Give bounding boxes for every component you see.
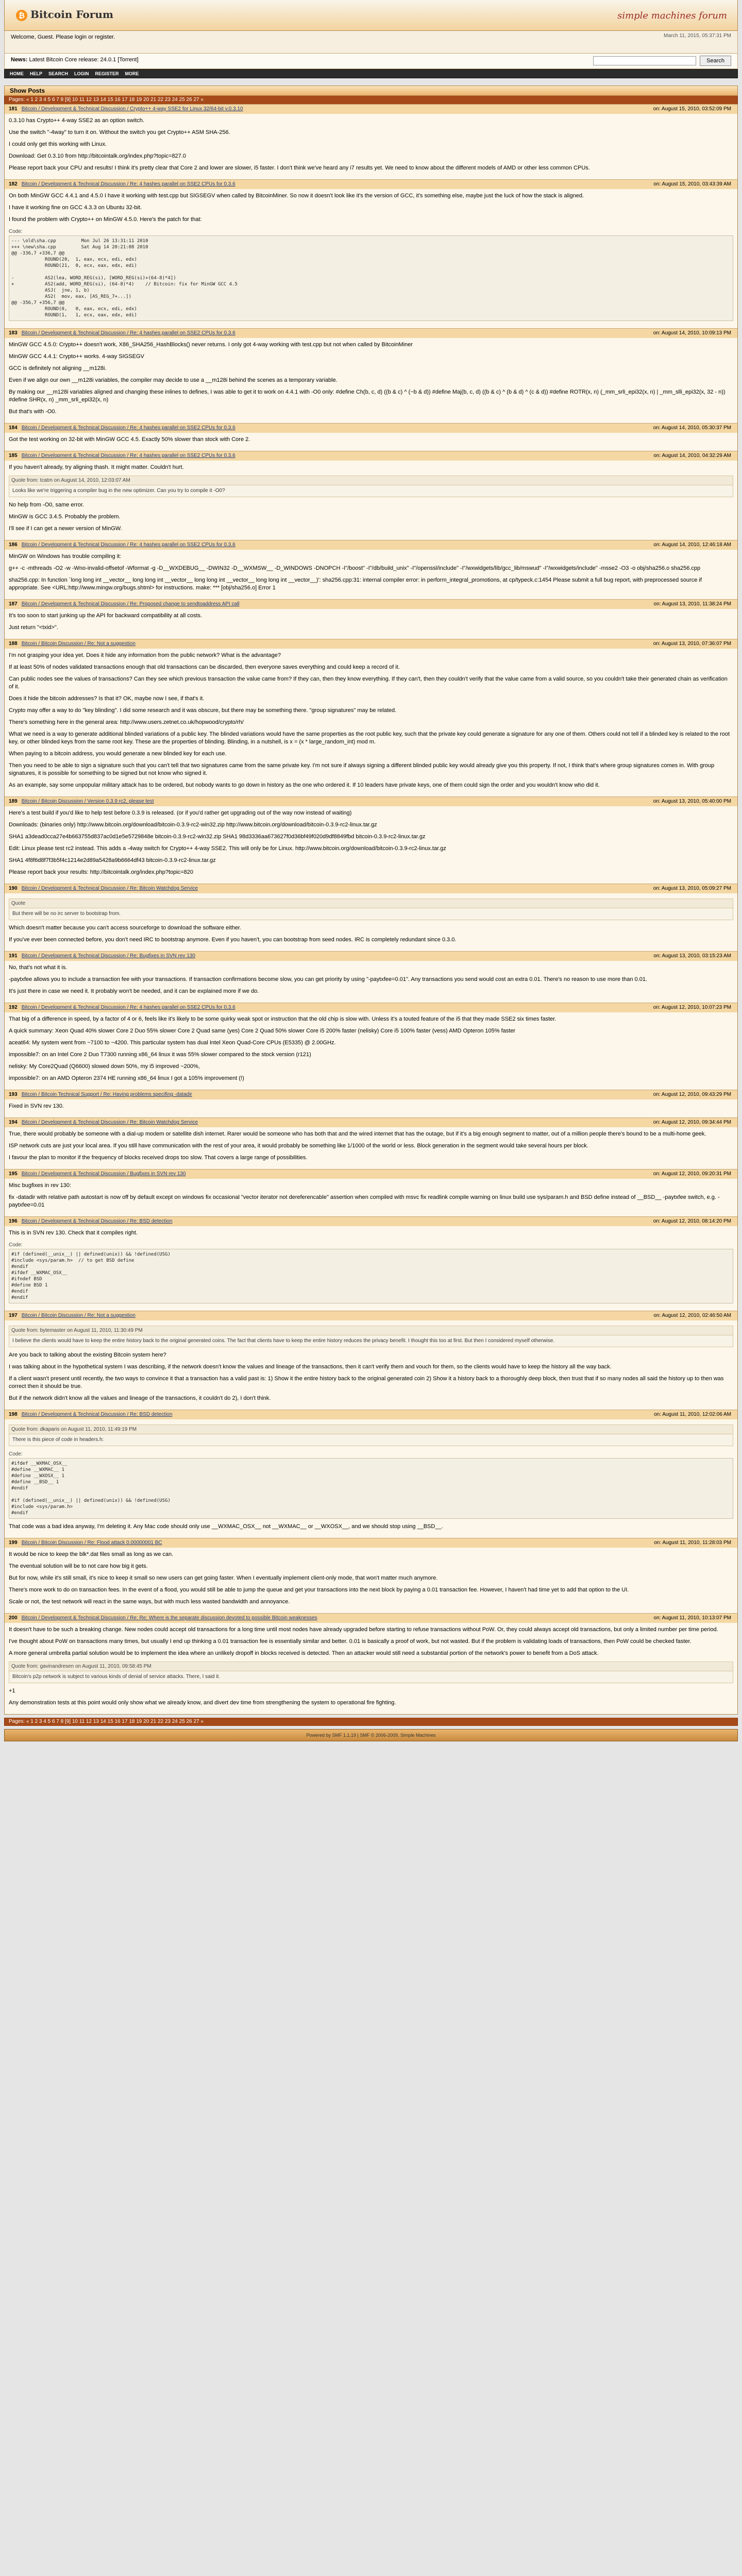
post-paragraph: Scale or not, the test network will react in the same ways, but with much less wasted bandwidth and annoyance.	[9, 1599, 290, 1605]
post-header	[5, 797, 737, 806]
post-header	[5, 329, 737, 338]
post-breadcrumb[interactable]: Bitcoin / Development & Technical Discussion / Re: 4 hashes parallel on SSE2 CPUs for 0.3.6	[21, 330, 235, 336]
bitcoin-logo-icon: ₿	[16, 10, 27, 21]
code-label: Code:	[9, 1242, 23, 1248]
post-date: on: August 11, 2010, 12:02:06 AM	[654, 1412, 731, 1417]
post-paragraph: ISP network cuts are just your local area. If you still have communication with the rest of your area, it would probably be something like 1/1000 of the world or less. Block generation in the segment would take several hours per block.	[9, 1143, 588, 1149]
post-body	[5, 1320, 737, 1410]
post	[5, 639, 737, 796]
post-header	[5, 423, 737, 433]
post-number: 181	[9, 106, 18, 112]
post-paragraph: Does it hide the bitcoin addresses? Is that it? OK, maybe now I see, if that's it.	[9, 696, 205, 702]
pagination[interactable]: Pages: « 1 2 3 4 5 6 7 8 [9] 10 11 12 13 14 15 16 17 18 19 20 21 22 23 24 25 26 27 »	[4, 96, 738, 104]
post-date: on: August 11, 2010, 11:28:03 PM	[654, 1540, 731, 1546]
post-header	[5, 1003, 737, 1012]
post-paragraph: SHA1 a3dead0cca27e4b663755d837ac0d1e5e5729848e bitcoin-0.3.9-rc2-win32.zip SHA1 98d3336aa673627f0d36bf49f020d9df8849fbd bitcoin-0.3.9-rc2-linux.tar.gz	[9, 834, 426, 840]
post-paragraph: This is in SVN rev 130. Check that it compiles right.	[9, 1230, 138, 1236]
menu-home[interactable]: HOME	[10, 71, 24, 76]
post-header	[5, 952, 737, 961]
post-date: on: August 12, 2010, 08:14:20 PM	[653, 1218, 731, 1224]
post-breadcrumb[interactable]: Bitcoin / Development & Technical Discussion / Re: 4 hashes parallel on SSE2 CPUs for 0.3.6	[21, 1005, 235, 1010]
menu-register[interactable]: REGISTER	[95, 71, 119, 76]
post-paragraph: I found the problem with Crypto++ on MinGW 4.5.0. Here's the patch for that:	[9, 216, 202, 223]
post-paragraph: I favour the plan to monitor if the frequency of blocks received drops too slow. That covers a large range of possibilities.	[9, 1155, 308, 1161]
post	[5, 1538, 737, 1613]
post-number: 190	[9, 886, 18, 891]
post-body	[5, 550, 737, 599]
post-paragraph: MinGW GCC 4.5.0: Crypto++ doesn't work, X86_SHA256_HashBlocks() never returns. I only got 4-way working with test.cpp but not when called by BitcoinMiner	[9, 342, 413, 348]
post-header	[5, 600, 737, 609]
post-header	[5, 1614, 737, 1623]
post-paragraph: Just return "<txid>".	[9, 624, 58, 631]
post-paragraph: 0.3.10 has Crypto++ 4-way SSE2 as an option switch.	[9, 117, 144, 124]
post-breadcrumb[interactable]: Bitcoin / Bitcoin Discussion / Re: Not a suggestion	[21, 641, 136, 647]
post	[5, 599, 737, 639]
post-paragraph: Fixed in SVN rev 130.	[9, 1103, 64, 1109]
post-date: on: August 13, 2010, 07:36:07 PM	[653, 641, 731, 647]
post-paragraph: But that's with -O0.	[9, 409, 57, 415]
search-form	[593, 56, 731, 66]
post-body	[5, 649, 737, 796]
post-paragraph: If you've ever been connected before, you don't need IRC to bootstrap anymore. Even if you haven't, you can bootstrap from seed nodes. IRC is completely redundant since 0.3.0.	[9, 937, 457, 943]
post-paragraph: aceat64: My system went from ~7100 to ~4200. This particular system has dual Intel Xeon Quad-Core CPUs (E5335) @ 2.00GHz.	[9, 1040, 336, 1046]
post-body	[5, 433, 737, 451]
code-label: Code:	[9, 1451, 23, 1457]
post-breadcrumb[interactable]: Bitcoin / Bitcoin Discussion / Re: Not a suggestion	[21, 1313, 136, 1318]
post-header	[5, 180, 737, 189]
post-paragraph: Misc bugfixes in rev 130:	[9, 1182, 72, 1189]
post-breadcrumb[interactable]: Bitcoin / Development & Technical Discussion / Re: 4 hashes parallel on SSE2 CPUs for 0.3.6	[21, 425, 235, 431]
post-date: on: August 13, 2010, 05:09:27 PM	[653, 886, 731, 891]
post-paragraph: impossible7: on an AMD Opteron 2374 HE running x86_64 linux I got a 105% improvement (!)	[9, 1075, 244, 1081]
post-header	[5, 105, 737, 114]
post	[5, 1003, 737, 1090]
post-paragraph: Here's a test build if you'd like to help test before 0.3.9 is released. (or if you'd rather get upgrading out of the way now instead of waiting)	[9, 810, 352, 816]
quote-body: Bitcoin's p2p network is subject to various kinds of denial of service attacks. There, I said it.	[9, 1671, 733, 1683]
post-number: 193	[9, 1092, 18, 1097]
post-header	[5, 1170, 737, 1179]
post-body	[5, 1179, 737, 1216]
post-header	[5, 1118, 737, 1127]
quote-body: There is this piece of code in headers.h:	[9, 1434, 733, 1446]
post-body	[5, 1226, 737, 1311]
post-paragraph: Any demonstration tests at this point would only show what we already know, and divert dev time from strengthening the system to operational fire fighting.	[9, 1700, 396, 1706]
forum-title: Bitcoin Forum	[30, 8, 114, 21]
post-date: on: August 14, 2010, 12:46:18 AM	[653, 542, 731, 548]
quote-header[interactable]: Quote	[9, 899, 733, 908]
post-body	[5, 338, 737, 423]
post-paragraph: I was talking about in the hypothetical system I was describing, if the network doesn't know the values and lineage of the transactions, then it can't verify them and vouch for them, so the clients would have to keep the history all the way back.	[9, 1364, 612, 1370]
post-body	[5, 1548, 737, 1613]
post-body	[5, 1012, 737, 1090]
forum-header	[4, 0, 738, 31]
post-paragraph: That code was a bad idea anyway, I'm deleting it. Any Mac code should only use __WXMAC_OSX__ not __WXMAC__ or __WXOSX__, and we should stop using __BSD__.	[9, 1523, 443, 1530]
code-block: #if (defined(__unix__) || defined(unix)) && !defined(USG) #include <sys/param.h> // to get BSD define #endif #ifdef __WXMAC_OSX__ #ifndef BSD #define BSD 1 #endif #endif	[9, 1249, 733, 1303]
post-paragraph: That big of a difference in speed, by a factor of 4 or 6, feels like it's likely to be some quirky weak spot or instruction that the old chip is slow with. Unless it's a touted feature of the i5 that they made SSE2 six times faster.	[9, 1016, 556, 1022]
post-date: on: August 14, 2010, 05:30:37 PM	[653, 425, 731, 431]
post-paragraph: It's just there in case we need it. It probably won't be needed, and it can be explained more if we do.	[9, 988, 259, 994]
post-number: 194	[9, 1120, 18, 1125]
post-breadcrumb[interactable]: Bitcoin / Development & Technical Discussion / Re: Bitcoin Watchdog Service	[21, 886, 198, 891]
post-breadcrumb[interactable]: Bitcoin / Development & Technical Discussion / Re: Re: Where is the separate discussion devoted to possible Bitcoin weaknesses	[21, 1615, 317, 1621]
post-paragraph: Edit: Linux please test rc2 instead. This adds a -4way switch for Crypto++ 4-way SSE2. This will only be for Linux. http://www.bitcoin.org/download/bitcoin-0.3.9-rc2-linux.tar.gz	[9, 845, 446, 852]
post-header	[5, 1410, 737, 1419]
post-paragraph: If a client wasn't present until recently, the two ways to convince it that a transaction has a valid past is: 1) Show it the entire history back to the original generated coin 2) Show it a history back to a thoroughly deep block, then trust that if so many nodes all said the history up to then was correct then it should be true.	[9, 1376, 724, 1389]
post-paragraph: I'm not grasping your idea yet. Does it hide any information from the public network? What is the advantage?	[9, 652, 281, 658]
post-header	[5, 1090, 737, 1099]
post	[5, 423, 737, 451]
post	[5, 104, 737, 179]
post-header	[5, 1311, 737, 1320]
post-number: 188	[9, 641, 18, 647]
post	[5, 451, 737, 540]
footer: Powered by SMF 1.1.19 | SMF © 2006-2009, Simple Machines	[4, 1729, 738, 1741]
post-date: on: August 15, 2010, 03:52:09 PM	[653, 106, 731, 112]
post	[5, 1169, 737, 1216]
post-header	[5, 540, 737, 550]
post-paragraph: The eventual solution will be to not care how big it gets.	[9, 1563, 148, 1569]
post-date: on: August 12, 2010, 09:34:44 PM	[653, 1120, 731, 1125]
post-paragraph: I've thought about PoW on transactions many times, but usually I end up thinking a 0.01 transaction fee is essentially similar and better. 0.01 is basically a proof of work, but not wasted. But if the problem is validating loads of transactions, then PoW could be checked faster.	[9, 1638, 692, 1645]
post-number: 184	[9, 425, 18, 431]
post-paragraph: On both MinGW GCC 4.4.1 and 4.5.0 I have it working with test.cpp but SIGSEGV when called by BitcoinMiner. So now it doesn't look like it's the version of GCC, it's something else, maybe just the luck of how the stack is aligned.	[9, 193, 584, 199]
post-number: 191	[9, 953, 18, 959]
post-breadcrumb[interactable]: Bitcoin / Bitcoin Discussion / Version 0.3.9 rc2, please test	[21, 799, 154, 804]
post-list	[4, 104, 738, 1715]
post-body	[5, 1623, 737, 1714]
post-breadcrumb[interactable]: Bitcoin / Development & Technical Discussion / Re: 4 hashes parallel on SSE2 CPUs for 0.3.6	[21, 453, 235, 459]
post-number: 196	[9, 1218, 18, 1224]
post-paragraph: MinGW is GCC 3.4.5. Probably the problem.	[9, 514, 121, 520]
quote-body: Looks like we're triggering a compiler bug in the new optimizer. Can you try to compile it -O0?	[9, 485, 733, 497]
code-block: --- \old\sha.cpp Mon Jul 26 13:31:11 2010 +++ \new\sha.cpp Sat Aug 14 20:21:08 2010 @@ -336,7 +336,7 @@ ROUND(20, 1, eax, ecx, edi, edx) ROUND(21, 0, ecx, eax, edx, edi) - AS2(lea, WORD_REG(si), [WORD_REG(si)+(64-8)*4]) + AS2(add, WORD_REG(si), (64-8)*4) // Bitcoin: fix for MinGW GCC 4.5 ASJ( jne, 1, b) AS2( mov, eax, [AS_REG_7+...]) @@ -356,7 +356,7 @@ ROUND(0, 0, eax, ecx, edi, edx) ROUND(1, 1, ecx, eax, edx, edi)	[9, 235, 733, 321]
post-body	[5, 189, 737, 328]
news-text[interactable]: Latest Bitcoin Core release: 24.0.1 [Torrent]	[29, 57, 139, 63]
post-paragraph: Even if we align our own __m128i variables, the compiler may decide to use a __m128i behind the scenes as a temporary variable.	[9, 377, 338, 383]
post-paragraph: Got the test working on 32-bit with MinGW GCC 4.5. Exactly 50% slower than stock with Core 2.	[9, 436, 250, 443]
post-number: 189	[9, 799, 18, 804]
post-header	[5, 1538, 737, 1548]
post-breadcrumb[interactable]: Bitcoin / Development & Technical Discussion / Re: 4 hashes parallel on SSE2 CPUs for 0.3.6	[21, 181, 235, 187]
post-paragraph: It's too soon to start junking up the API for backward compatibility at all costs.	[9, 613, 203, 619]
post-paragraph: I'll see if I can get a newer version of MinGW.	[9, 526, 122, 532]
post-paragraph: nelisky: My Core2Quad (Q6600) slowed down 50%, my i5 improved ~200%,	[9, 1063, 200, 1070]
post	[5, 179, 737, 328]
post-number: 197	[9, 1313, 18, 1318]
post-number: 182	[9, 181, 18, 187]
main-menu	[4, 69, 738, 78]
post-date: on: August 14, 2010, 04:32:29 AM	[653, 453, 731, 459]
post-paragraph: When paying to a bitcoin address, you would generate a new blinded key for each use.	[9, 751, 227, 757]
forum-logo[interactable]	[16, 8, 113, 21]
post-number: 199	[9, 1540, 18, 1546]
welcome-text: Welcome, Guest. Please login or register.	[11, 34, 115, 40]
post-paragraph: I have it working fine on GCC 4.3.3 on Ubuntu 32-bit.	[9, 205, 142, 211]
search-button[interactable]: Search	[700, 56, 731, 66]
post-header	[5, 884, 737, 893]
post-paragraph: Are you back to talking about the existing Bitcoin system here?	[9, 1352, 166, 1358]
post-paragraph: If at least 50% of nodes validated transactions enough that old transactions can be discarded, then everyone saves everything and could keep a record of it.	[9, 664, 400, 670]
post-paragraph: impossible7: on an Intel Core 2 Duo T7300 running x86_64 linux it was 55% slower compared to the stock version (r121)	[9, 1052, 311, 1058]
quote-header[interactable]: Quote from: bytemaster on August 11, 2010, 11:30:49 PM	[9, 1326, 733, 1335]
post-breadcrumb[interactable]: Bitcoin / Development & Technical Discussion / Re: BSD detection	[21, 1412, 173, 1417]
post-date: on: August 12, 2010, 09:20:31 PM	[653, 1171, 731, 1177]
post-number: 198	[9, 1412, 18, 1417]
quote-header[interactable]: Quote from: dkaparis on August 11, 2010, 11:49:19 PM	[9, 1425, 733, 1434]
post-body	[5, 806, 737, 884]
post-paragraph: Downloads: (binaries only) http://www.bitcoin.org/download/bitcoin-0.3.9-rc2-win32.zip http://www.bitcoin.org/download/bitcoin-0.3.9-rc2-linux.tar.gz	[9, 822, 377, 828]
post-date: on: August 12, 2010, 09:43:29 PM	[653, 1092, 731, 1097]
post	[5, 796, 737, 884]
post-paragraph: No, that's not what it is.	[9, 964, 68, 971]
quote-header[interactable]: Quote from: gavinandresen on August 11, 2010, 09:58:45 PM	[9, 1662, 733, 1671]
quote-header[interactable]: Quote from: tcatm on August 14, 2010, 12:03:07 AM	[9, 476, 733, 485]
post-paragraph: No help from -O0, same error.	[9, 502, 85, 508]
post-breadcrumb[interactable]: Bitcoin / Development & Technical Discussion / Re: Bitcoin Watchdog Service	[21, 1120, 198, 1125]
user-bar	[4, 31, 738, 54]
post-paragraph: fix -datadir with relative path autostart is now off by default except on windows fix occasional "vector iterator not dereferencable" assertion when compiled with msvc fix readlink compile warning on linux build use sys/param.h and BSD define instead of __BSD__ -paytxfee switch, e.g. -paytxfee=0.01	[9, 1194, 720, 1208]
post-breadcrumb[interactable]: Bitcoin / Development & Technical Discussion / Re: Bugfixes in SVN rev 130	[21, 953, 195, 959]
post-breadcrumb[interactable]: Bitcoin / Bitcoin Discussion / Re: Flood attack 0.00000001 BC	[21, 1540, 162, 1546]
post-paragraph: A more general umbrella partial solution would be to implement the idea where an unlikely dropoff in blocks received is detected. Then an attacker would still need a substantial portion of the network's power to benefit from a DoS attack.	[9, 1650, 599, 1656]
menu-login[interactable]: LOGIN	[74, 71, 89, 76]
post-paragraph: There's something here in the general area: http://www.users.zetnet.co.uk/hopwood/crypto/rh/	[9, 719, 244, 725]
post-paragraph: Download: Get 0.3.10 from http://bitcointalk.org/index.php?topic=827.0	[9, 153, 186, 159]
news-label: News:	[11, 57, 28, 63]
post-header	[5, 451, 737, 461]
post-paragraph: Please report back your CPU and results! I think it's pretty clear that Core 2 and lower are slower, i5 faster. I don't think we've heard any i7 results yet. We need to know about the different models of AMD or other less common CPUs.	[9, 165, 590, 171]
menu-help[interactable]: HELP	[30, 71, 43, 76]
post	[5, 328, 737, 423]
post-paragraph: -paytxfee allows you to include a transaction fee with your transactions. If transaction confirmations become slow, you can get priority by using "-paytxfee=0.01". Any transactions you send would cost an extra 0.01. There's no reason to use more than 0.01.	[9, 976, 648, 982]
post-paragraph: But for now, while it's still small, it's nice to keep it small so new users can get going faster. When I eventually implement client-only mode, that won't matter much anymore.	[9, 1575, 438, 1581]
post-paragraph: Can public nodes see the values of transactions? Can they see which previous transaction the value came from? If they can, then they know everything. If they can't, then they couldn't verify that the value came from a valid source, so you couldn't take their generated chain as verification of it.	[9, 676, 728, 690]
post-paragraph: Please report back your results: http://bitcointalk.org/index.php?topic=820	[9, 869, 194, 875]
post-breadcrumb[interactable]: Bitcoin / Development & Technical Discussion / Crypto++ 4-way SSE2 for Linux 32/64-bit v.0.3.10	[21, 106, 243, 112]
post-body	[5, 1127, 737, 1169]
post-paragraph: It doesn't have to be such a breaking change. New nodes could accept old transactions for a long time until most nodes have already upgraded before starting to refuse transactions without PoW. Or, they could always accept old transactions, but only a limited number per time period.	[9, 1626, 718, 1633]
post-paragraph: It would be nice to keep the blk*.dat files small as long as we can.	[9, 1551, 174, 1557]
post-date: on: August 11, 2010, 10:13:07 PM	[653, 1615, 731, 1621]
post-number: 187	[9, 601, 18, 607]
menu-more[interactable]: MORE	[125, 71, 139, 76]
post-breadcrumb[interactable]: Bitcoin / Development & Technical Discussion / Re: BSD detection	[21, 1218, 173, 1224]
post	[5, 1090, 737, 1117]
post-number: 185	[9, 453, 18, 459]
post-body	[5, 1419, 737, 1538]
post-paragraph: What we need is a way to generate additional blinded variations of a public key. The blinded variations would have the same properties as the root public key, such that the private key could generate a signature for any one of them. Others could not tell if a blinded key is related to the root key, or other blinded keys from the same root key. These are the properties of blinding. Blinding, in a nutshell, is x = (x * large_random_int) mod m.	[9, 731, 730, 745]
post-number: 192	[9, 1005, 18, 1010]
post-paragraph: Then you need to be able to sign a signature such that you can't tell that two signatures came from the same private key. I'm not sure if always signing a different blinded public key would already give you this property. If not, I think that's where group signatures comes in. With group signatures, it is possible for something to be signed but not know who signed it.	[9, 762, 715, 776]
quote-body: I believe the clients would have to keep the entire history back to the original generated coins. The fact that clients have to keep the entire history reduces the privacy benefit. I thought this too at first. But then I considered myself otherwise.	[9, 1335, 733, 1347]
post-paragraph: Crypto may offer a way to do "key blinding". I did some research and it was obscure, but there may be something there. "group signatures" may be related.	[9, 707, 397, 714]
post-number: 183	[9, 330, 18, 336]
news-bar	[4, 54, 738, 69]
post-paragraph: But if the network didn't know all the values and lineage of the transactions, it couldn't do 2), I don't think.	[9, 1395, 271, 1401]
menu-search[interactable]: SEARCH	[48, 71, 69, 76]
current-date: March 11, 2015, 05:37:31 PM	[663, 33, 731, 39]
post-paragraph: By making our __m128i variables aligned and changing these inlines to defines, I was able to get it to work on 4.4.1 with -O0 only: #define Ch(b, c, d) ((b & c) ^ (~b & d)) #define Maj(b, c, d) ((b & c) ^ (b & d) ^ (c & d)) #define ROTR(x, n) (_mm_srli_epi32(x, n) | _mm_slli_epi32(x, 32 - n)) #define SHR(x, n) _mm_srli_epi32(x, n)	[9, 389, 726, 403]
post-paragraph: Use the switch "-4way" to turn it on. Without the switch you get Crypto++ ASM SHA-256.	[9, 129, 230, 135]
post	[5, 1216, 737, 1311]
post-paragraph: There's more work to do on transaction fees. In the event of a flood, you would still be able to jump the queue and get your transactions into the next block by paying a 0.01 transaction fee. However, I haven't had time yet to add that option to the UI.	[9, 1587, 629, 1593]
post-date: on: August 14, 2010, 10:09:13 PM	[653, 330, 731, 336]
post-header	[5, 639, 737, 649]
post-number: 186	[9, 542, 18, 548]
post-number: 195	[9, 1171, 18, 1177]
post-body	[5, 114, 737, 179]
post-paragraph: True, there would probably be someone with a dial-up modem or satellite dish internet. Rarer would be someone who has both that and the wired internet that has the outage, but if it's a big enough segment to matter, out of a million people there's bound to be a multi-home geek.	[9, 1131, 706, 1137]
post-paragraph: g++ -c -mthreads -O2 -w -Wno-invalid-offsetof -Wformat -g -D__WXDEBUG__ -DWIN32 -D__WXMSW__ -D_WINDOWS -DNOPCH -I"/boost" -I"/db/build_unix" -I"/openssl/include" -I"/wxwidgets/lib/gcc_lib/mswud" -I"/wxwidgets/include" -msse2 -O3 -o obj/sha256.o sha256.cpp	[9, 565, 701, 571]
post-body	[5, 1099, 737, 1117]
post-paragraph: A quick summary: Xeon Quad 40% slower Core 2 Duo 55% slower Core 2 Quad same (yes) Core 2 Quad 50% slower Core i5 200% faster (nelisky) Core i5 100% faster (vess) AMD Opteron 105% faster	[9, 1028, 516, 1034]
post-paragraph: MinGW GCC 4.4.1: Crypto++ works. 4-way SIGSEGV	[9, 353, 144, 360]
code-block: #ifdef __WXMAC_OSX__ #define __WXMAC__ 1 #define __WXOSX__ 1 #define __BSD__ 1 #endif #if (defined(__unix__) || defined(unix)) && !defined(USG) #include <sys/param.h> #endif	[9, 1458, 733, 1519]
post-date: on: August 13, 2010, 05:40:00 PM	[653, 799, 731, 804]
post-paragraph: Which doesn't matter because you can't access sourceforge to download the software either.	[9, 925, 242, 931]
page-title: Show Posts	[4, 86, 738, 96]
code-label: Code:	[9, 229, 23, 234]
post-breadcrumb[interactable]: Bitcoin / Development & Technical Discussion / Re: Proposed change to sendtoaddress API call	[21, 601, 240, 607]
post-body	[5, 961, 737, 1003]
post	[5, 951, 737, 1003]
post-date: on: August 12, 2010, 02:46:50 AM	[653, 1313, 731, 1318]
post-date: on: August 15, 2010, 03:43:39 AM	[653, 181, 731, 187]
post	[5, 1410, 737, 1538]
post-paragraph: As an example, say some unpopular military attack has to be ordered, but nobody wants to go down in history as the one who ordered it. If 10 leaders have private keys, one of them could sign the order and you wouldn't know who did it.	[9, 782, 600, 788]
pagination-bottom[interactable]: Pages: « 1 2 3 4 5 6 7 8 [9] 10 11 12 13 14 15 16 17 18 19 20 21 22 23 24 25 26 27 »	[4, 1718, 738, 1726]
post-breadcrumb[interactable]: Bitcoin / Development & Technical Discussion / Bugfixes in SVN rev 130	[21, 1171, 186, 1177]
post-paragraph: If you haven't already, try aligning thash. It might matter. Couldn't hurt.	[9, 464, 184, 470]
post-paragraph: MinGW on Windows has trouble compiling it:	[9, 553, 122, 560]
post	[5, 1311, 737, 1410]
post-date: on: August 13, 2010, 03:15:23 AM	[653, 953, 731, 959]
post-paragraph: +1	[9, 1688, 15, 1694]
post-paragraph: SHA1 4f8f6d8f7f3b5f4c1214e2d89a5428a9b6664df43 bitcoin-0.3.9-rc2-linux.tar.gz	[9, 857, 216, 863]
post-date: on: August 13, 2010, 11:38:24 PM	[653, 601, 731, 607]
post-body	[5, 609, 737, 639]
post-number: 200	[9, 1615, 18, 1621]
post-paragraph: I could only get this working with Linux.	[9, 141, 107, 147]
post	[5, 1117, 737, 1169]
post	[5, 540, 737, 599]
post-body	[5, 461, 737, 540]
post-breadcrumb[interactable]: Bitcoin / Bitcoin Technical Support / Re: Having problems specifing -datadir	[21, 1092, 192, 1097]
post-body	[5, 893, 737, 951]
post-paragraph: GCC is definitely not aligning __m128i.	[9, 365, 107, 371]
post-breadcrumb[interactable]: Bitcoin / Development & Technical Discussion / Re: 4 hashes parallel on SSE2 CPUs for 0.3.6	[21, 542, 235, 548]
post-header	[5, 1217, 737, 1226]
search-input[interactable]	[593, 56, 696, 65]
smf-tagline: simple machines forum	[617, 10, 727, 21]
post	[5, 884, 737, 951]
post-date: on: August 12, 2010, 10:07:23 PM	[653, 1005, 731, 1010]
post-paragraph: sha256.cpp: In function `long long int __vector__ long long int __vector__ long long int __vector__ long long int __vector__)': sha256.cpp:31: internal compiler error: in perform_integral_promotions, at cp/typeck.c:1454 Please submit a full bug report, with preprocessed source if appropriate. See <URL:http://www.mingw.org/bugs.shtml> for instructions. make: *** [obj/sha256.o] Error 1	[9, 577, 702, 591]
quote-body: But there will be no irc server to bootstrap from.	[9, 908, 733, 920]
post	[5, 1613, 737, 1714]
